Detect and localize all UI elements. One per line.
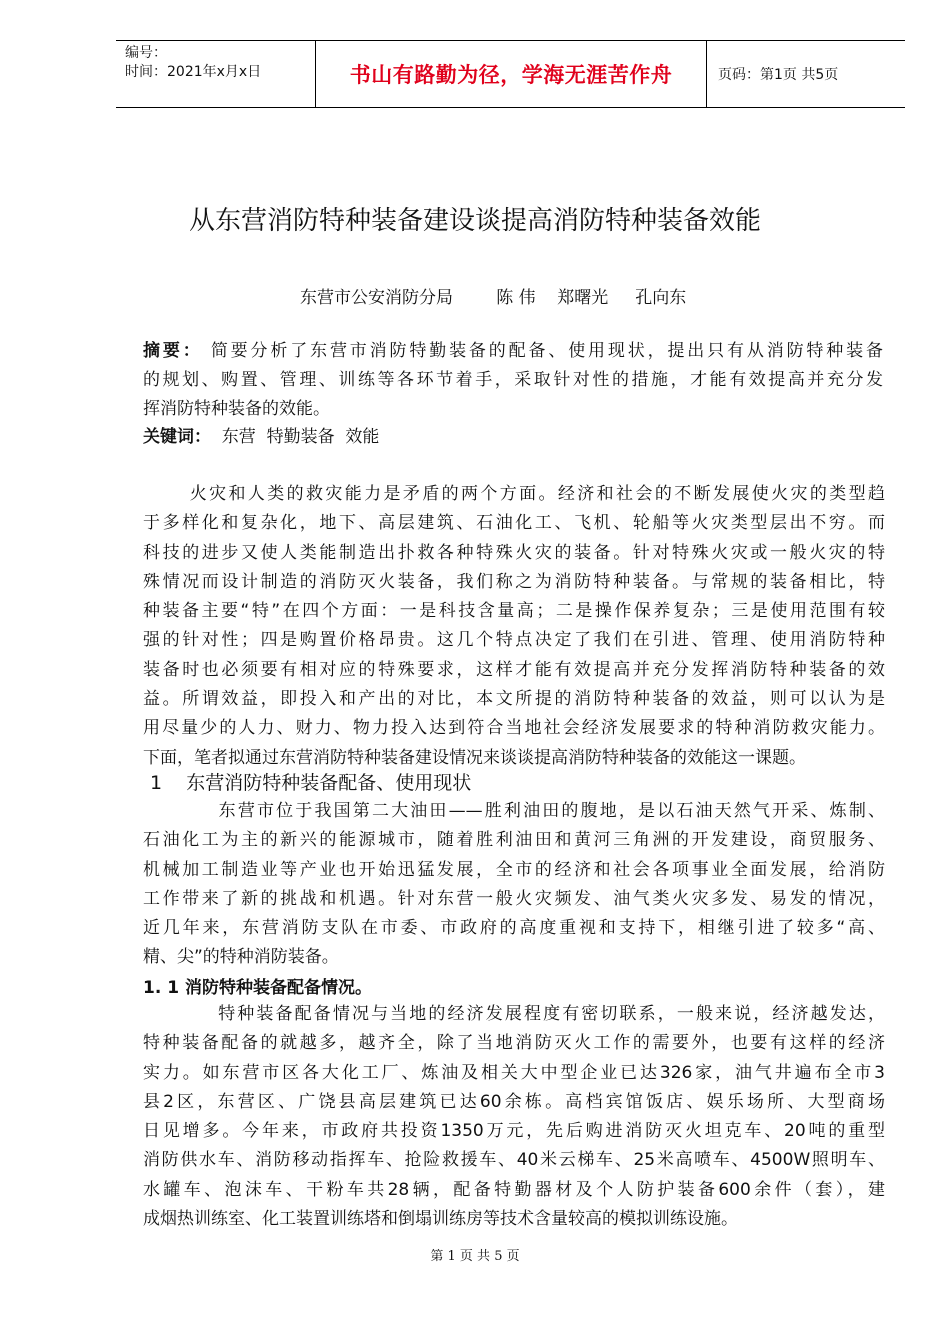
- section-1-1-heading: 1. 1 消防特种装备配备情况。: [143, 978, 372, 998]
- paragraph-line: 县2区，东营区、广饶县高层建筑已达60余栋。高档宾馆饭店、娱乐场所、大型商场: [143, 1091, 885, 1112]
- paragraph-line: 近几年来，东营消防支队在市委、市政府的高度重视和支持下，相继引进了较多“高、: [143, 918, 885, 939]
- paragraph-line: 东营市位于我国第二大油田——胜利油田的腹地，是以石油天然气开采、炼制、: [143, 801, 885, 821]
- header-motto: 书山有路勤为径，学海无涯苦作舟: [349, 62, 673, 87]
- paragraph-line: 工作带来了新的挑战和机遇。针对东营一般火灾频发、油气类火灾多发、易发的情况，: [143, 888, 885, 909]
- header-time: 时间：2021年x月x日: [125, 64, 262, 80]
- paragraph-line: 于多样化和复杂化，地下、高层建筑、石油化工、飞机、轮船等火灾类型层出不穷。而: [143, 513, 885, 534]
- abstract-line: 的规划、购置、管理、训练等各环节着手，采取针对性的措施，才能有效提高并充分发: [143, 370, 883, 390]
- keywords: [143, 423, 883, 452]
- paragraph-line: 装备时也必须要有相对应的特殊要求，这样才能有效提高并充分发挥消防特种装备的效: [143, 659, 885, 680]
- intro-paragraph: [143, 480, 885, 773]
- page-footer: 第 1 页 共 5 页: [430, 1249, 520, 1264]
- keywords-text: 东营 特勤装备 效能: [211, 427, 380, 447]
- paragraph-line: 下面，笔者拟通过东营消防特种装备建设情况来谈谈提高消防特种装备的效能这一课题。: [143, 747, 806, 768]
- paragraph-line: 实力。如东营市区各大化工厂、炼油及相关大中型企业已达326家，油气井遍布全市3: [143, 1062, 885, 1083]
- paragraph-line: 强的针对性；四是购置价格昂贵。这几个特点决定了我们在引进、管理、使用消防特种: [143, 630, 885, 651]
- section-1-1-paragraph: [143, 1000, 885, 1234]
- document-authors: 东营市公安消防分局 陈 伟 郑曙光 孔向东: [300, 288, 687, 308]
- paragraph-line: 种装备主要“特”在四个方面：一是科技含量高；二是操作保养复杂；三是使用范围有较: [143, 601, 885, 622]
- paragraph-line: 日见增多。今年来，市政府共投资1350万元，先后购进消防灭火坦克车、20吨的重型: [143, 1121, 885, 1142]
- section-1-paragraph: [143, 797, 885, 973]
- page-header: [116, 40, 905, 108]
- abstract-line: 简要分析了东营市消防特勤装备的配备、使用现状，提出只有从消防特种装备: [202, 341, 883, 361]
- paragraph-line: 火灾和人类的救灾能力是矛盾的两个方面。经济和社会的不断发展使火灾的类型趋: [143, 484, 885, 504]
- paragraph-line: 科技的进步又使人类能制造出扑救各种特殊火灾的装备。针对特殊火灾或一般火灾的特: [143, 542, 885, 563]
- paragraph-line: 益。所谓效益，即投入和产出的对比，本文所提的消防特种装备的效益，则可以认为是: [143, 689, 885, 710]
- abstract: [143, 337, 883, 424]
- paragraph-line: 用尽量少的人力、财力、物力投入达到符合当地社会经济发展要求的特种消防救灾能力。: [143, 718, 885, 739]
- paragraph-line: 成烟热训练室、化工装置训练塔和倒塌训练房等技术含量较高的模拟训练设施。: [143, 1209, 738, 1230]
- abstract-line: 挥消防特种装备的效能。: [143, 399, 330, 419]
- header-meta: [116, 41, 316, 107]
- paragraph-line: 特种装备配备的就越多，越齐全，除了当地消防灭火工作的需要外，也要有这样的经济: [143, 1033, 885, 1054]
- paragraph-line: 石油化工为主的新兴的能源城市，随着胜利油田和黄河三角洲的开发建设，商贸服务、: [143, 830, 885, 851]
- keywords-label: 关键词：: [143, 427, 211, 447]
- abstract-label: 摘要：: [143, 341, 203, 361]
- paragraph-line: 殊情况而设计制造的消防灭火装备，我们称之为消防特种装备。与常规的装备相比，特: [143, 571, 885, 592]
- header-page-info: 页码：第1页 共5页: [718, 67, 839, 83]
- paragraph-line: 特种装备配备情况与当地的经济发展程度有密切联系，一般来说，经济越发达，: [143, 1004, 885, 1024]
- document-title: 从东营消防特种装备建设谈提高消防特种装备效能: [188, 206, 761, 236]
- header-code: 编号：: [125, 45, 167, 61]
- paragraph-line: 水罐车、泡沫车、干粉车共28辆，配备特勤器材及个人防护装备600余件（套），建: [143, 1179, 885, 1200]
- paragraph-line: 精、尖”的特种消防装备。: [143, 947, 339, 968]
- paragraph-line: 消防供水车、消防移动指挥车、抢险救援车、40米云梯车、25米高喷车、4500W照明车、: [143, 1150, 885, 1171]
- paragraph-line: 机械加工制造业等产业也开始迅猛发展，全市的经济和社会各项事业全面发展，给消防: [143, 859, 885, 880]
- section-1-heading: 1 东营消防特种装备配备、使用现状: [150, 772, 472, 794]
- header-motto-cell: [316, 41, 707, 107]
